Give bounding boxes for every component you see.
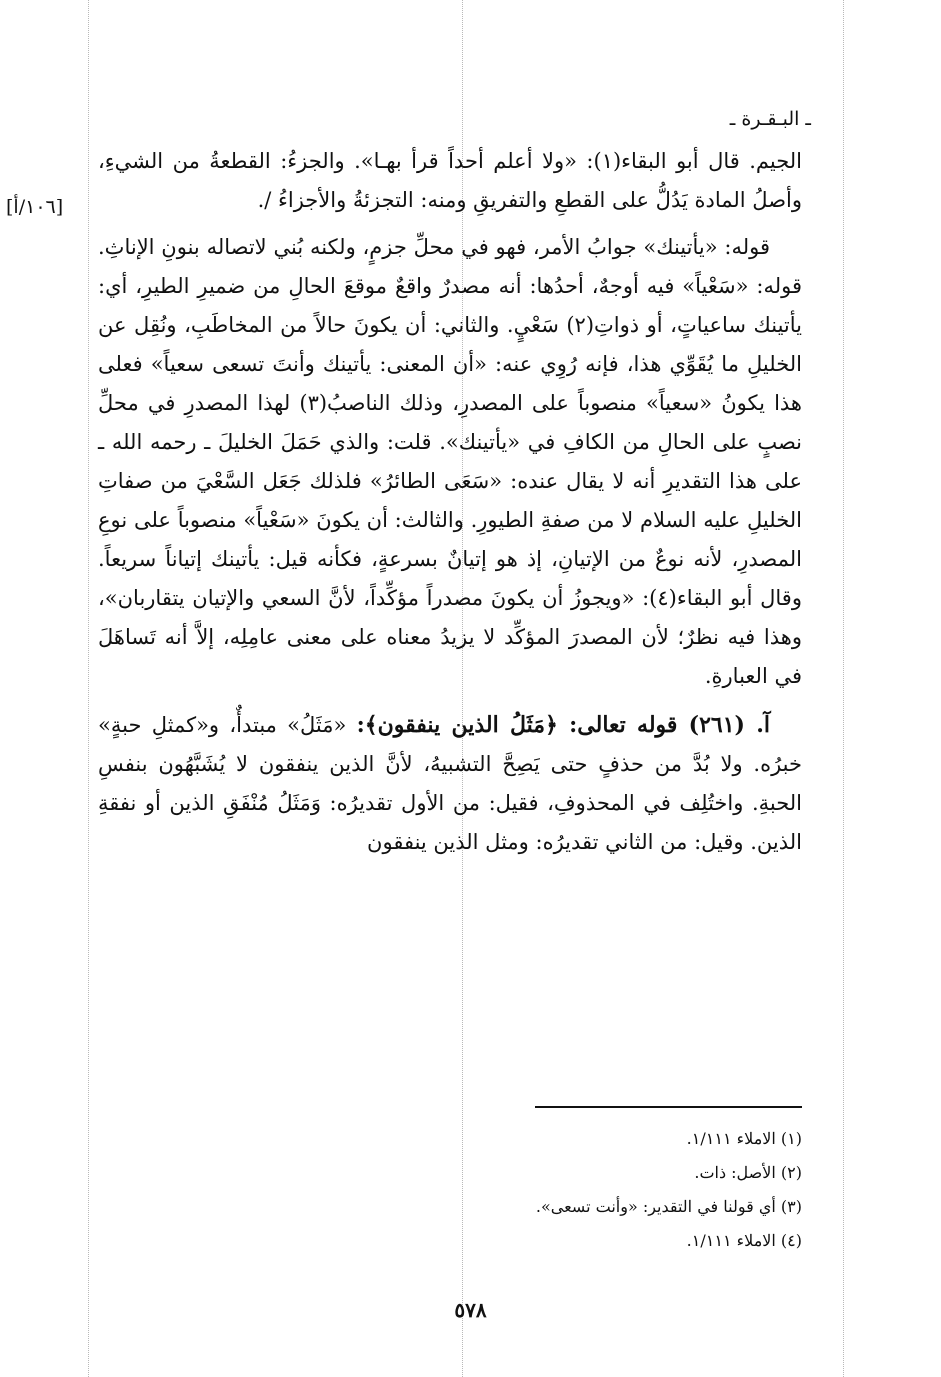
verse-heading: آ. (٢٦١) قوله تعالى: ﴿مَثَلُ الذين ينفقون﴾:: [356, 712, 770, 738]
verse-commentary: «مَثَلُ» مبتدأٌ، و«كمثلِ حبةٍ» خبرُه. ولا بُدَّ من حذفٍ حتى يَصِحَّ التشبيهُ، لأنَّ الذين ينفقون لا يُشَبَّهُون بنفسِ الحبةِ. واختُلِف في المحذوفِ، فقيل: من الأول تقديرُه: وَمَثَلُ مُنْفَقِ الذين أو نفقةِ الذين. وقيل: من الثاني تقديرُه: ومثل الذين ينفقون: [98, 713, 802, 854]
scan-guide-line: [843, 0, 844, 1377]
footnotes: [382, 1122, 802, 1258]
verse-paragraph: [98, 706, 802, 862]
paragraph: الجيم. قال أبو البقاء(١): «ولا أعلم أحداً قرأ بهـا». والجزءُ: القطعةُ من الشيءِ، وأصلُ المادة يَدُلُّ على القطعِ والتفريقِ ومنه: التجزئةُ والأجزاءُ /.: [98, 149, 803, 212]
footnote-divider: [535, 1106, 802, 1108]
page-number: ٥٧٨: [454, 1298, 487, 1322]
footnote: (١) الاملاء ١/١١١.: [686, 1129, 802, 1148]
running-header: ـ البـقـرة ـ: [729, 108, 811, 130]
footnote: (٢) الأصل: ذات.: [694, 1163, 802, 1182]
margin-folio-reference: [١٠٦/أ]: [6, 196, 64, 218]
scan-guide-line: [88, 0, 89, 1377]
footnote: (٣) أي قولنا في التقدير: «وأنت تسعى».: [535, 1197, 802, 1216]
paragraph: قوله: «يأتينك» جوابُ الأمر، فهو في محلِّ جزمٍ، ولكنه بُني لاتصاله بنونِ الإناثِ. قوله: «سَعْياً» فيه أوجهٌ، أحدُها: أنه مصدرٌ واقعٌ موقعَ الحالِ من ضميرِ الطيرِ، أي: يأتينك ساعياتٍ، أو ذواتِ(٢) سَعْيٍ. والثاني: أن يكونَ حالاً من المخاطَبِ، ونُقِل عن الخليلِ ما يُقَوِّي هذا، فإنه رُوِي عنه: «أن المعنى: يأتينك وأنتَ تسعى سعياً» فعلى هذا يكونُ «سعياً» منصوباً على المصدرِ، وذلك الناصبُ(٣) لهذا المصدرِ في محلِّ نصبٍ على الحالِ من الكافِ في «يأتينك». قلت: والذي حَمَلَ الخليلَ ـ رحمه الله ـ على هذا التقديرِ أنه لا يقال عنده: «سَعَى الطائرُ» فلذلك جَعَل السَّعْيَ من صفاتِ الخليلِ عليه السلام لا من صفةِ الطيورِ. والثالث: أن يكونَ «سَعْياً» منصوباً على نوعِ المصدرِ، لأنه نوعٌ من الإتيانِ، إذ هو إتيانٌ بسرعةٍ، فكأنه قيل: يأتينك إتياناً سريعاً. وقال أبو البقاء(٤): «ويجوزُ أن يكونَ مصدراً مؤكِّداً، لأنَّ السعي والإتيان يتقاربان»، وهذا فيه نظرٌ؛ لأن المصدرَ المؤكِّد لا يزيدُ معناه على معنى عامِلِه، إلاَّ أنه تَساهَلَ في العبارةِ.: [98, 235, 802, 688]
main-text: [98, 142, 802, 870]
footnote: (٤) الاملاء ١/١١١.: [686, 1231, 802, 1250]
